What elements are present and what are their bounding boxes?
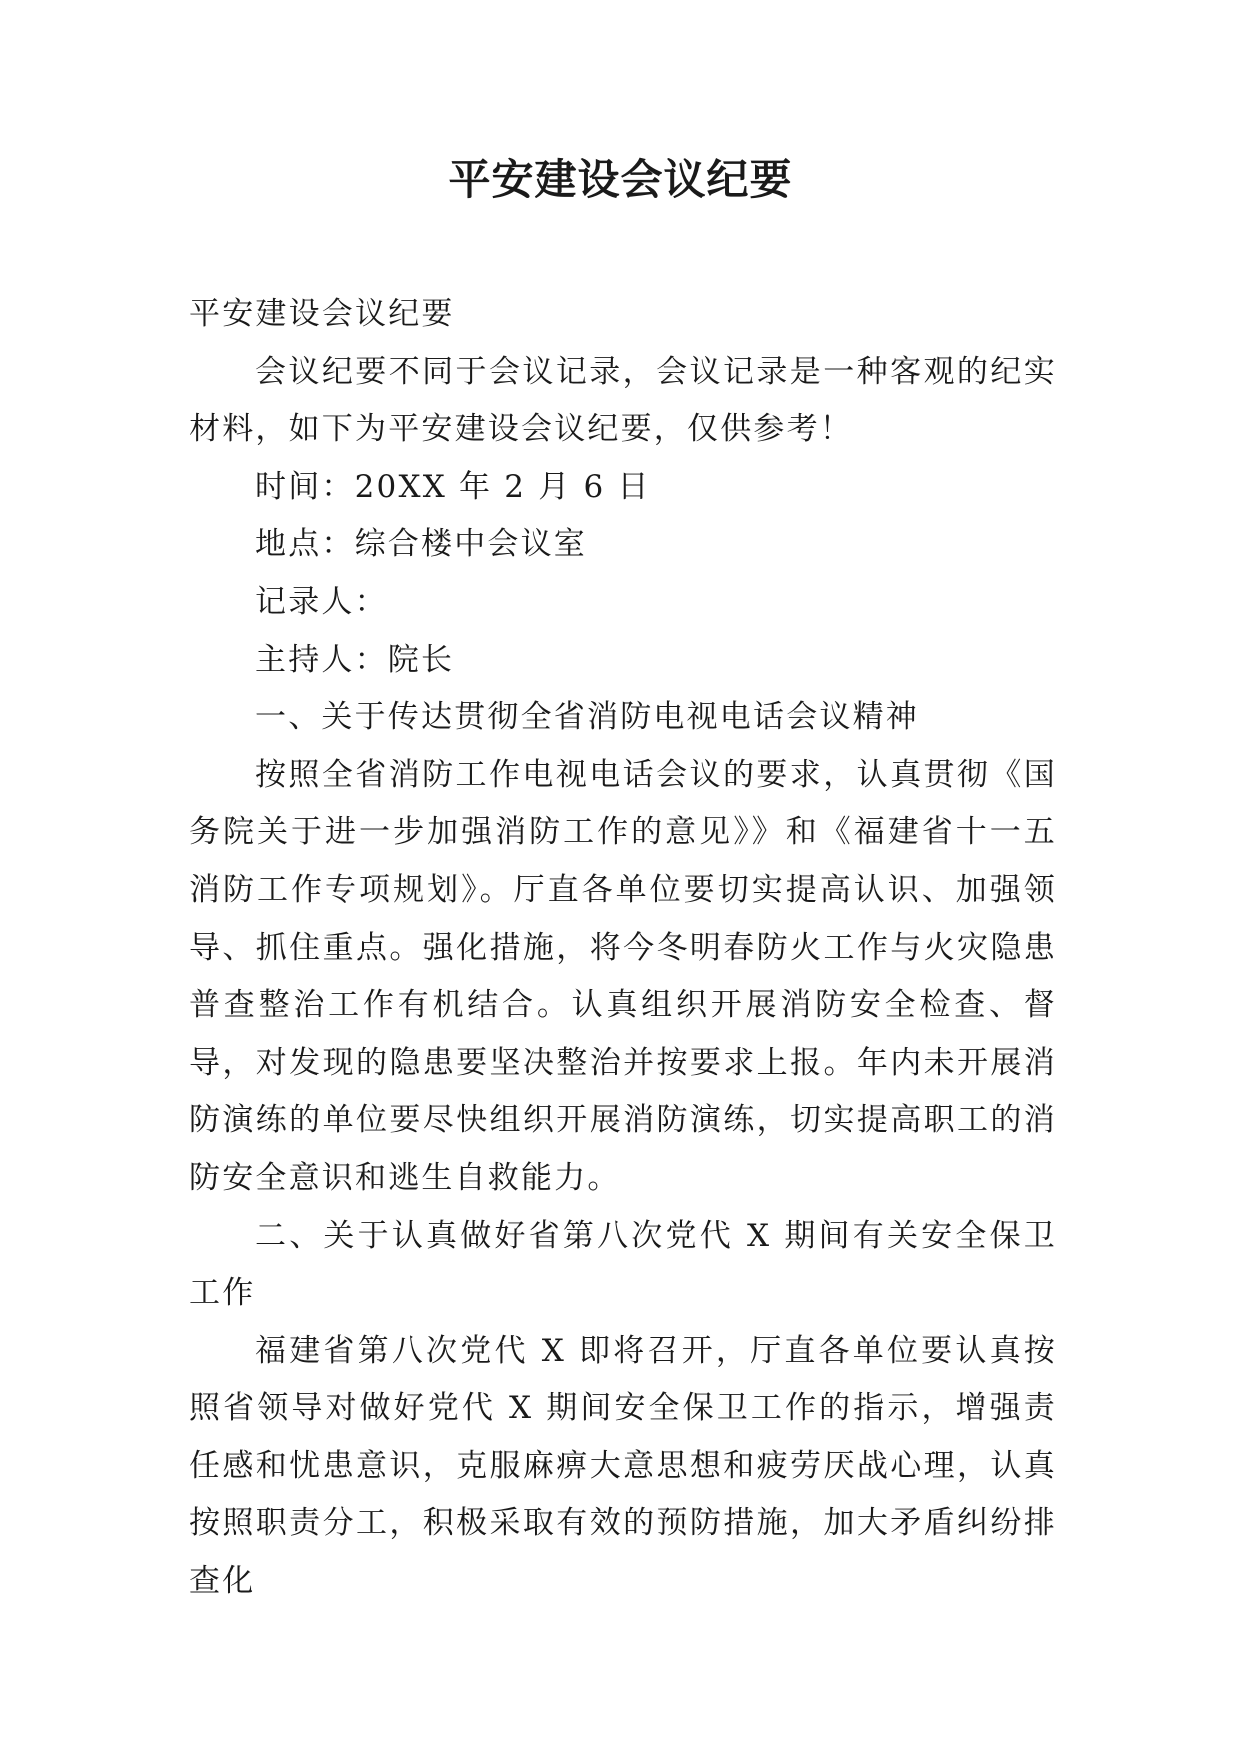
meeting-location: 地点：综合楼中会议室 — [255, 526, 587, 563]
meeting-recorder: 记录人： — [255, 583, 388, 620]
subtitle-paragraph: 平安建设会议纪要 — [189, 296, 455, 332]
section-two-heading: 二、关于认真做好省第八次党代 X 期间有关安全保卫工作 — [189, 1217, 1057, 1312]
document-body — [189, 286, 1057, 1611]
document-title: 平安建设会议纪要 — [448, 155, 793, 204]
intro-paragraph: 会议纪要不同于会议记录，会议记录是一种客观的纪实材料，如下为平安建设会议纪要，仅供参考！ — [189, 353, 1057, 448]
section-one-body: 按照全省消防工作电视电话会议的要求，认真贯彻《国务院关于进一步加强消防工作的意见》》和《福建省十一五消防工作专项规划》。厅直各单位要切实提高认识、加强领导、抓住重点。强化措施，将今冬明春防火工作与火灾隐患普查整治工作有机结合。认真组织开展消防安全检查、督导，对发现的隐患要坚决整治并按要求上报。年内未开展消防演练的单位要尽快组织开展消防演练，切实提高职工的消防安全意识和逃生自救能力。 — [189, 756, 1057, 1196]
section-two-body: 福建省第八次党代 X 即将召开，厅直各单位要认真按照省领导对做好党代 X 期间安全保卫工作的指示，增强责任感和忧患意识，克服麻痹大意思想和疲劳厌战心理，认真按照职责分工，积极采取有效的预防措施，加大矛盾纠纷排查化 — [189, 1332, 1057, 1600]
meeting-host: 主持人：院长 — [255, 641, 455, 678]
meeting-time: 时间：20XX 年 2 月 6 日 — [255, 468, 651, 505]
section-one-heading: 一、关于传达贯彻全省消防电视电话会议精神 — [255, 699, 919, 736]
